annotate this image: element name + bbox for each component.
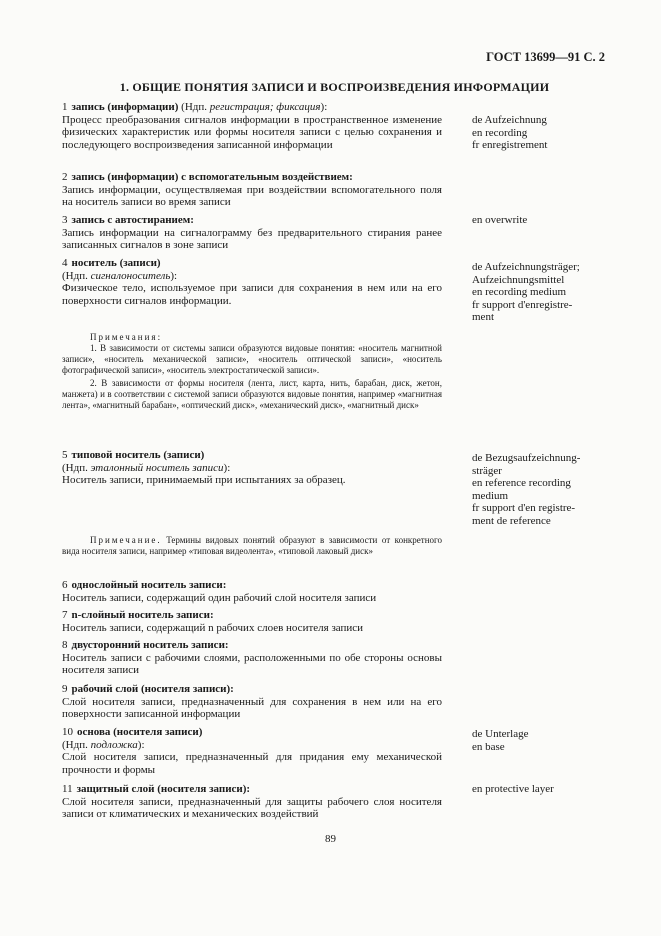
term-number: 8 <box>62 639 68 651</box>
equivalent: fr support d'en registre- <box>472 502 576 515</box>
term-alt-suffix: ): <box>320 101 328 113</box>
term-name: носитель (записи) <box>71 257 161 269</box>
equivalent: de Aufzeichnung <box>472 114 547 126</box>
equivalent: en protective layer <box>472 783 554 795</box>
term-name: защитный слой (носителя записи): <box>76 783 251 795</box>
page-number: 89 <box>325 833 336 845</box>
term-name: n-слойный носитель записи: <box>71 609 214 621</box>
term-definition: Носитель записи, содержащий n рабочих слоев носителя записи <box>62 621 364 634</box>
term-definition: Процесс преобразования сигналов информации в пространственное изменение физических характеристик или формы носителя записи с целью сохранения и последующего воспроизведения записанной информации <box>62 113 442 151</box>
equivalent: fr enregistrement <box>472 139 548 152</box>
term-definition: Физическое тело, используемое при записи для сохранения в нем или на его поверхности сигналов информации. <box>62 282 442 307</box>
term-name: запись (информации) с вспомогательным воздействием: <box>71 171 353 183</box>
equivalent: sträger <box>472 464 502 477</box>
foreign-equivalents <box>472 261 602 324</box>
term-name: двусторонний носитель записи: <box>71 639 229 651</box>
foreign-equivalents <box>472 114 602 152</box>
term-alt-italic: подложка <box>90 738 138 751</box>
term-definition: Запись информации, осуществляемая при воздействии вспомогательного поля на носитель записи во время записи <box>62 183 442 209</box>
term-definition: Запись информации на сигналограмму без предварительного стирания ранее записанных сигналов в зоне записи <box>62 226 442 252</box>
equivalent: fr support d'enregistre- <box>472 298 573 311</box>
term-number: 3 <box>62 214 68 226</box>
term-alt-prefix: (Ндп. <box>181 101 207 113</box>
document-header: ГОСТ 13699—91 С. 2 <box>486 50 605 64</box>
term-name: запись с автостиранием: <box>71 214 194 226</box>
term-number: 2 <box>62 171 68 183</box>
term-alt-italic: сигналоноситель <box>90 269 171 282</box>
term-name: однослойный носитель записи: <box>71 579 227 591</box>
term-name: основа (носителя записи) <box>77 726 203 738</box>
term-definition: Слой носителя записи, предназначенный для придания ему механической прочности и формы <box>62 751 442 776</box>
section-title: 1. ОБЩИЕ ПОНЯТИЯ ЗАПИСИ И ВОСПРОИЗВЕДЕНИЯ ИНФОРМАЦИИ <box>119 80 550 94</box>
term-alt-prefix: (Ндп. <box>62 738 88 751</box>
term-alt-suffix: ): <box>170 269 178 282</box>
foreign-equivalents <box>472 214 602 227</box>
term-alt-italic: регистрация; фиксация <box>209 101 321 113</box>
equivalent: en recording <box>472 126 528 139</box>
equivalent: en recording medium <box>472 286 567 299</box>
note-item: 1. В зависимости от системы записи образуются видовые понятия: «носитель магнитной записи», «носитель механической записи», «носитель оптической записи», «носитель фотографической записи», «носитель электростатической записи». <box>62 343 442 375</box>
term-number: 5 <box>62 449 68 461</box>
term-alt-italic: эталонный носитель записи <box>90 461 224 474</box>
equivalent: ment de reference <box>472 514 551 527</box>
note-item: 2. В зависимости от формы носителя (лента, лист, карта, нить, барабан, диск, жетон, манжета) и в соответствии с системой записи образуются видовые понятия, например «магнитная лента», «магнитный барабан», «оптический диск», «механический диск», «магнитный диск» <box>62 378 442 410</box>
equivalent: en reference recording <box>472 477 571 490</box>
term-name: рабочий слой (носителя записи): <box>71 683 234 695</box>
term-name: типовой носитель (записи) <box>71 449 205 461</box>
equivalent: medium <box>472 489 509 502</box>
equivalent: de Aufzeichnungsträger; <box>472 261 580 273</box>
equivalent: ment <box>472 311 494 324</box>
term-alt-prefix: (Ндп. <box>62 461 88 474</box>
term-definition: Слой носителя записи, предназначенный для сохранения в нем или на его поверхности записанной информации <box>62 695 442 721</box>
equivalent: de Bezugsaufzeichnung- <box>472 452 581 464</box>
term-definition: Слой носителя записи, предназначенный для защиты рабочего слоя носителя записи от климатических и механических воздействий <box>62 795 442 821</box>
notes-block <box>62 332 442 411</box>
term-number: 9 <box>62 683 68 695</box>
term-number: 11 <box>62 783 73 795</box>
term-number: 10 <box>62 726 73 738</box>
equivalent: de Unterlage <box>472 728 529 740</box>
term-alt-suffix: ): <box>137 738 145 751</box>
note-item: Термины видовых понятий образуют в зависимости от конкретного вида носителя записи, например «типовая видеолента», «типовой лаковый диск» <box>62 535 442 556</box>
foreign-equivalents <box>472 452 602 528</box>
term-name: запись (информации) <box>71 101 179 113</box>
term-alt-suffix: ): <box>223 461 231 474</box>
term-number: 6 <box>62 579 68 591</box>
foreign-equivalents <box>472 783 602 796</box>
notes-heading: Примечания: <box>90 332 163 342</box>
foreign-equivalents <box>472 728 602 753</box>
notes-heading: Примечание. <box>90 535 162 545</box>
term-number: 4 <box>62 257 68 269</box>
equivalent: Aufzeichnungsmittel <box>472 273 565 286</box>
equivalent: en base <box>472 740 505 753</box>
notes-block <box>62 535 442 557</box>
term-definition: Носитель записи с рабочими слоями, расположенными по обе стороны основы носителя записи <box>62 651 442 677</box>
term-definition: Носитель записи, принимаемый при испытаниях за образец. <box>62 474 346 487</box>
term-number: 7 <box>62 609 68 621</box>
term-definition: Носитель записи, содержащий один рабочий слой носителя записи <box>62 591 377 604</box>
term-alt-prefix: (Ндп. <box>62 269 88 282</box>
term-number: 1 <box>62 101 68 113</box>
equivalent: en overwrite <box>472 214 528 226</box>
